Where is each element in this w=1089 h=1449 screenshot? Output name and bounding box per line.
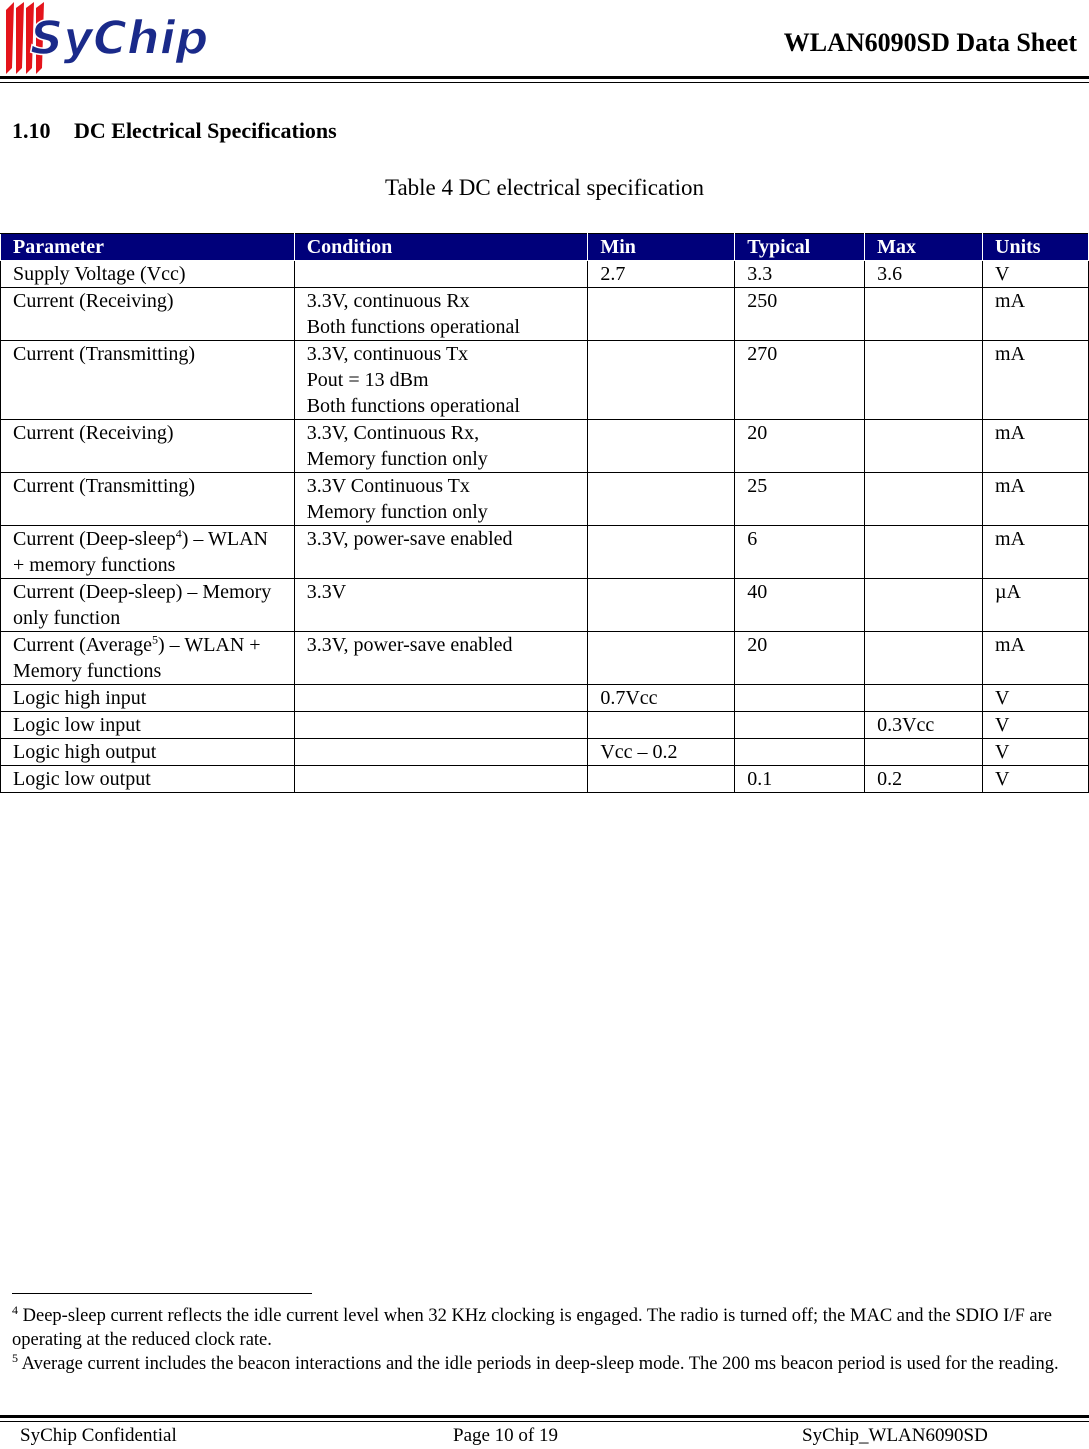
min-cell — [588, 632, 735, 685]
min-cell — [588, 341, 735, 420]
units-cell: mA — [983, 526, 1089, 579]
parameter-cell: Current (Deep-sleep) – Memory only function — [1, 579, 295, 632]
typical-cell: 0.1 — [735, 766, 865, 793]
parameter-cell: Current (Transmitting) — [1, 341, 295, 420]
min-cell — [588, 766, 735, 793]
max-cell: 0.2 — [865, 766, 983, 793]
max-cell — [865, 473, 983, 526]
parameter-cell: Logic low output — [1, 766, 295, 793]
condition-cell: 3.3V, power-save enabled — [294, 632, 588, 685]
max-cell: 3.6 — [865, 261, 983, 288]
min-cell — [588, 420, 735, 473]
typical-cell: 20 — [735, 420, 865, 473]
condition-cell — [294, 766, 588, 793]
units-cell: V — [983, 712, 1089, 739]
units-cell: V — [983, 766, 1089, 793]
parameter-cell: Logic high input — [1, 685, 295, 712]
column-header: Units — [983, 234, 1089, 261]
dc-spec-table — [0, 233, 1089, 793]
table-row — [1, 685, 1089, 712]
max-cell: 0.3Vcc — [865, 712, 983, 739]
table-caption: Table 4 DC electrical specification — [385, 175, 704, 200]
min-cell: Vcc – 0.2 — [588, 739, 735, 766]
units-cell: mA — [983, 632, 1089, 685]
table-row — [1, 579, 1089, 632]
table-row — [1, 473, 1089, 526]
sychip-logo — [4, 2, 230, 74]
table-row — [1, 632, 1089, 685]
condition-cell — [294, 685, 588, 712]
min-cell — [588, 288, 735, 341]
header-rule-thin — [0, 82, 1089, 83]
table-row — [1, 712, 1089, 739]
max-cell — [865, 632, 983, 685]
footer-left: SyChip Confidential — [20, 1425, 177, 1446]
condition-cell: 3.3V, Continuous Rx, Memory function only — [294, 420, 588, 473]
condition-cell — [294, 739, 588, 766]
typical-cell: 3.3 — [735, 261, 865, 288]
units-cell: mA — [983, 473, 1089, 526]
min-cell: 0.7Vcc — [588, 685, 735, 712]
parameter-cell: Logic high output — [1, 739, 295, 766]
min-cell — [588, 473, 735, 526]
column-header: Max — [865, 234, 983, 261]
min-cell — [588, 579, 735, 632]
footer-page-number: Page 10 of 19 — [453, 1425, 559, 1446]
table-row — [1, 341, 1089, 420]
typical-cell: 25 — [735, 473, 865, 526]
units-cell: mA — [983, 288, 1089, 341]
max-cell — [865, 685, 983, 712]
units-cell: V — [983, 261, 1089, 288]
footnotes — [12, 1304, 1082, 1376]
max-cell — [865, 288, 983, 341]
typical-cell: 40 — [735, 579, 865, 632]
section-title: DC Electrical Specifications — [74, 118, 337, 143]
typical-cell: 6 — [735, 526, 865, 579]
header-rule — [0, 76, 1089, 79]
footnote: $^5$ Average current includes the beacon interactions and the idle periods in deep-sleep mode. The 200 ms beacon period is used for the reading. — [12, 1350, 1059, 1374]
min-cell: 2.7 — [588, 261, 735, 288]
table-row — [1, 526, 1089, 579]
document-title: WLAN6090SD Data Sheet — [783, 28, 1077, 57]
table-row — [1, 420, 1089, 473]
units-cell: V — [983, 739, 1089, 766]
condition-cell — [294, 261, 588, 288]
typical-cell — [735, 712, 865, 739]
units-cell: mA — [983, 420, 1089, 473]
max-cell — [865, 739, 983, 766]
table-header-row — [1, 234, 1089, 261]
column-header: Condition — [294, 234, 588, 261]
column-header: Min — [588, 234, 735, 261]
column-header: Parameter — [1, 234, 295, 261]
section-heading — [12, 118, 337, 144]
typical-cell — [735, 685, 865, 712]
max-cell — [865, 579, 983, 632]
footer-rule-thin — [0, 1421, 1089, 1422]
condition-cell: 3.3V, continuous Rx Both functions operational — [294, 288, 588, 341]
footer-right: SyChip_WLAN6090SD — [802, 1425, 988, 1446]
table-row — [1, 288, 1089, 341]
parameter-cell: Supply Voltage (Vcc) — [1, 261, 295, 288]
column-header: Typical — [735, 234, 865, 261]
parameter-cell: Current (Average$^5$) – WLAN + Memory functions — [1, 632, 295, 685]
section-number: 1.10 — [12, 118, 51, 143]
typical-cell: 20 — [735, 632, 865, 685]
condition-cell: 3.3V, continuous Tx Pout = 13 dBm Both functions operational — [294, 341, 588, 420]
parameter-cell: Current (Receiving) — [1, 288, 295, 341]
table-row — [1, 739, 1089, 766]
units-cell: V — [983, 685, 1089, 712]
units-cell: µA — [983, 579, 1089, 632]
min-cell — [588, 526, 735, 579]
logo-text: SyChip — [30, 11, 209, 65]
footnote: $^4$ Deep-sleep current reflects the idle current level when 32 KHz clocking is engaged. The radio is turned off; the MAC and the SDIO I/F are operating at the reduced clock rate. — [12, 1302, 1052, 1350]
max-cell — [865, 526, 983, 579]
min-cell — [588, 712, 735, 739]
table-row — [1, 261, 1089, 288]
condition-cell: 3.3V Continuous Tx Memory function only — [294, 473, 588, 526]
footer-rule — [0, 1415, 1089, 1418]
footnote-separator — [12, 1293, 312, 1294]
typical-cell: 250 — [735, 288, 865, 341]
max-cell — [865, 341, 983, 420]
table-row — [1, 766, 1089, 793]
units-cell: mA — [983, 341, 1089, 420]
parameter-cell: Current (Receiving) — [1, 420, 295, 473]
parameter-cell: Logic low input — [1, 712, 295, 739]
condition-cell — [294, 712, 588, 739]
parameter-cell: Current (Transmitting) — [1, 473, 295, 526]
condition-cell: 3.3V, power-save enabled — [294, 526, 588, 579]
max-cell — [865, 420, 983, 473]
parameter-cell: Current (Deep-sleep$^4$) – WLAN + memory functions — [1, 526, 295, 579]
typical-cell: 270 — [735, 341, 865, 420]
typical-cell — [735, 739, 865, 766]
condition-cell: 3.3V — [294, 579, 588, 632]
